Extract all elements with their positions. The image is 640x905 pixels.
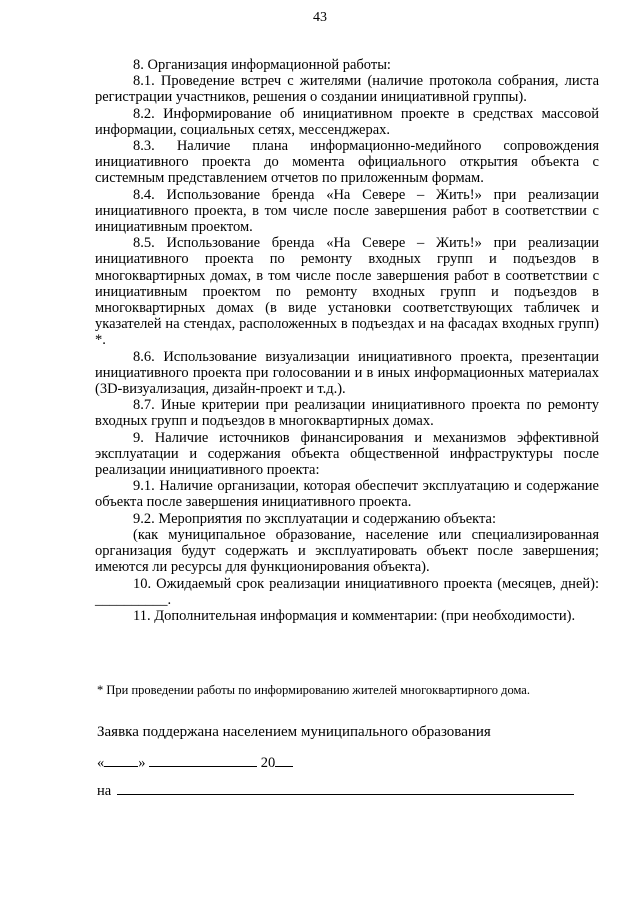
page-number: 43 <box>313 10 327 25</box>
item-8-7: 8.7. Иные критерии при реализации инициативного проекта по ремонту входных групп и подъездов в многоквартирных домах. <box>95 397 599 430</box>
item-9-2: 9.2. Мероприятия по эксплуатации и содержанию объекта: <box>133 510 496 527</box>
date-open-quote: « <box>97 755 105 771</box>
support-statement: Заявка поддержана населением муниципального образования <box>97 724 491 740</box>
place-blank <box>117 784 574 795</box>
date-line <box>97 754 293 772</box>
footnote: * При проведении работы по информированию жителей многоквартирного дома. <box>97 683 530 697</box>
item-9: 9. Наличие источников финансирования и механизмов эффективной эксплуатации и содержания объекта общественной инфраструктуры после реализации инициативного проекта: <box>95 429 599 479</box>
item-8-3: 8.3. Наличие плана информационно-медийного сопровождения инициативного проекта до момента официального открытия объекта с системным представлением отчетов по приложенным формам. <box>95 138 599 187</box>
item-8: 8. Организация информационной работы: <box>133 57 391 73</box>
item-8-4: 8.4. Использование бренда «На Севере – Жить!» при реализации инициативного проекта, в том числе после завершения работ в соответствии с инициативным проектом. <box>95 186 599 236</box>
item-8-2: 8.2. Информирование об инициативном проекте в средствах массовой информации, социальных сетях, мессенджерах. <box>95 105 599 138</box>
item-9-1: 9.1. Наличие организации, которая обеспечит эксплуатацию и содержание объекта после завершения инициативного проекта. <box>95 478 599 511</box>
document-body <box>95 57 599 624</box>
place-label: на <box>97 783 112 799</box>
item-8-1: 8.1. Проведение встреч с жителями (наличие протокола собрания, листа регистрации участников, решения о создании инициативной группы). <box>95 73 599 106</box>
place-line <box>97 783 574 800</box>
day-blank <box>104 754 138 767</box>
item-8-5: 8.5. Использование бренда «На Севере – Жить!» при реализации инициативного проекта по ремонту входных групп и подъездов в многоквартирных домах, в том числе после завершения работ в соответствии с инициативным проектом по ремонту входных групп и подъездов в многоквартирных домах (в виде установки соответствующих табличек и указателей на стендах, расположенных в подъездах и на фасадах входных групп) *. <box>95 235 599 349</box>
item-11: 11. Дополнительная информация и комментарии: (при необходимости). <box>133 607 576 624</box>
item-8-6: 8.6. Использование визуализации инициативного проекта, презентации инициативного проекта при голосовании и в иных информационных материалах (3D-визуализация, дизайн-проект и т.д.). <box>95 348 599 398</box>
year-blank <box>275 754 293 767</box>
date-close-quote: » <box>138 755 146 771</box>
item-9-2-note: (как муниципальное образование, население или специализированная организация будут содержать и эксплуатировать объект после завершения; имеются ли ресурсы для функционирования объекта). <box>95 526 599 576</box>
month-blank <box>149 754 257 767</box>
year-prefix: 20 <box>260 755 276 771</box>
item-10: 10. Ожидаемый срок реализации инициативного проекта (месяцев, дней): __________. <box>95 575 599 608</box>
